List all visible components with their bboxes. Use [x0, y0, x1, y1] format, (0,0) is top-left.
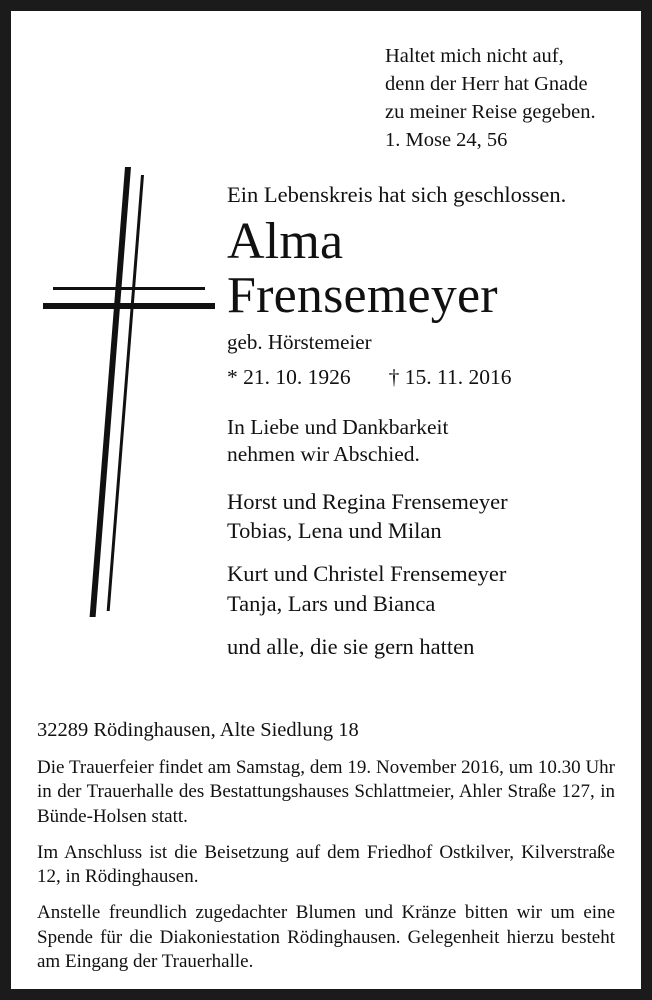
mourner-line: Tanja, Lars und Bianca: [227, 590, 436, 616]
address-line: 32289 Rödinghausen, Alte Siedlung 18: [37, 718, 359, 741]
deceased-last-name: Frensemeyer: [227, 266, 498, 324]
farewell-line-1: In Liebe und Dankbarkeit: [227, 414, 449, 439]
deceased-maiden-name: geb. Hörstemeier: [227, 329, 372, 354]
farewell-line-2: nehmen wir Abschied.: [227, 442, 420, 467]
death-date: † 15. 11. 2016: [388, 364, 512, 389]
mourner-line: Tobias, Lena und Milan: [227, 518, 442, 544]
bible-verse: [37, 43, 615, 155]
cross-horizontal-bar: [43, 303, 215, 309]
notice-inner: [11, 11, 641, 989]
mourner-group: [227, 559, 615, 618]
mourner-group: [227, 487, 615, 546]
verse-reference: 1. Mose 24, 56: [385, 128, 508, 151]
burial-details: Im Anschluss ist die Beisetzung auf dem Friedhof Ostkilver, Kilverstraße 12, in Rödinghausen.: [37, 841, 615, 888]
deceased-first-name: Alma: [227, 212, 344, 270]
mourner-line: Kurt und Christel Frensemeyer: [227, 561, 507, 587]
verse-line-3: zu meiner Reise gegeben.: [385, 100, 596, 123]
donation-request: Anstelle freundlich zugedachter Blumen und Kränze bitten wir um eine Spende für die Diakoniestation Rödinghausen. Gelegenheit hierzu besteht am Eingang der Trauerhalle.: [37, 901, 615, 973]
mourner-line: Horst und Regina Frensemeyer: [227, 488, 508, 514]
cross-icon: [37, 167, 217, 637]
deceased-dates: [227, 364, 615, 392]
lead-line: Ein Lebenskreis hat sich geschlossen.: [227, 181, 567, 207]
birth-date: * 21. 10. 1926: [227, 364, 351, 389]
funeral-service-details: Die Trauerfeier findet am Samstag, dem 19. November 2016, um 10.30 Uhr in der Trauerhalle des Bestattungshauses Schlattmeier, Ahler Straße 127, in Bünde-Holsen statt.: [37, 756, 615, 827]
verse-line-1: Haltet mich nicht auf,: [385, 45, 564, 67]
verse-line-2: denn der Herr hat Gnade: [385, 72, 588, 95]
mourners-list: [227, 487, 615, 661]
cross-horizontal-bar-thin: [53, 287, 205, 290]
farewell-text: [227, 414, 615, 469]
notice-footer: [37, 717, 615, 975]
mourners-closing-line: und alle, die sie gern hatten: [227, 633, 475, 659]
